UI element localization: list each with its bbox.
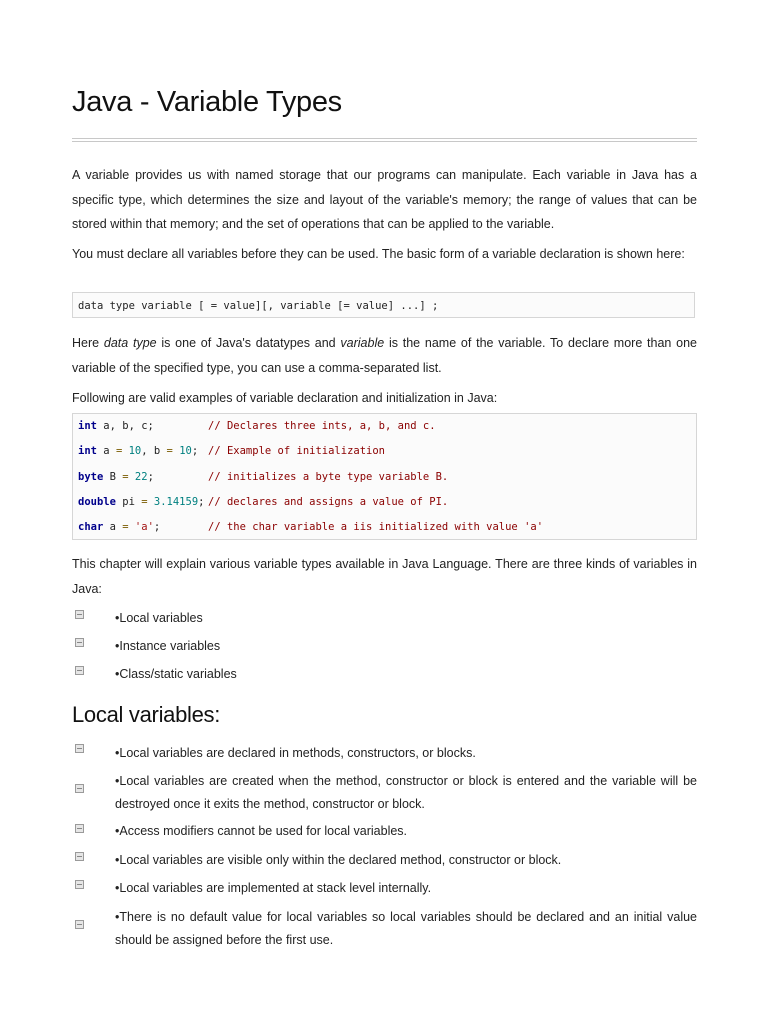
list-item: •Local variables are declared in methods, constructors, or blocks.	[115, 746, 476, 760]
list-item: •There is no default value for local variables so local variables should be declared and an initial value should be assigned before the first use.	[115, 910, 697, 947]
code-comment: // the char variable a iis initialized with value 'a'	[208, 521, 544, 533]
examples-intro: Following are valid examples of variable declaration and initialization in Java:	[72, 391, 498, 405]
bullet-icon	[75, 880, 84, 889]
list-item: •Local variables	[115, 611, 203, 625]
bullet-icon	[75, 920, 84, 929]
section-heading: Local variables:	[72, 702, 221, 727]
bullet-icon	[75, 610, 84, 619]
title-divider	[72, 138, 697, 142]
bullet-icon	[75, 638, 84, 647]
code-line: char a = 'a';	[78, 521, 161, 533]
bullet-icon	[75, 824, 84, 833]
datatype-paragraph: Here data type is one of Java's datatypes and variable is the name of the variable. To declare more than one variable of the specified type, you can use a comma-separated list.	[72, 336, 697, 375]
chapter-paragraph: This chapter will explain various variable types available in Java Language. There are three kinds of variables in Java:	[72, 557, 697, 596]
code-line: int a, b, c;	[78, 420, 154, 432]
list-item: •Local variables are visible only within the declared method, constructor or block.	[115, 853, 562, 867]
list-item: •Class/static variables	[115, 667, 237, 681]
code-line: int a = 10, b = 10;	[78, 445, 199, 457]
list-item: •Local variables are created when the method, constructor or block is entered and the variable will be destroyed once it exits the method, constructor or block.	[115, 774, 697, 811]
syntax-code-box: data type variable [ = value][, variable [= value] ...] ;	[72, 292, 695, 318]
code-line: double pi = 3.14159;	[78, 496, 205, 508]
datatype-term: data type	[103, 336, 157, 350]
code-comment: // Declares three ints, a, b, and c.	[208, 420, 436, 432]
code-comment: // initializes a byte type variable B.	[208, 471, 449, 483]
intro-paragraph: A variable provides us with named storage that our programs can manipulate. Each variable in Java has a specific type, which determines the size and layout of the variable's memory; the range of values that can be stored within that memory; and the set of operations that can be applied to the variable.	[72, 168, 697, 231]
code-comment: // Example of initialization	[208, 445, 386, 457]
list-item: •Instance variables	[115, 639, 221, 653]
example-code-block	[72, 413, 697, 540]
bullet-icon	[75, 666, 84, 675]
code-line: byte B = 22;	[78, 471, 154, 483]
bullet-icon	[75, 784, 84, 793]
list-item: •Access modifiers cannot be used for local variables.	[115, 824, 408, 838]
declare-paragraph: You must declare all variables before they can be used. The basic form of a variable declaration is shown here:	[72, 247, 685, 261]
bullet-icon	[75, 744, 84, 753]
list-item: •Local variables are implemented at stack level internally.	[115, 881, 432, 895]
variable-term: variable	[340, 336, 385, 350]
code-comment: // declares and assigns a value of PI.	[208, 496, 449, 508]
bullet-icon	[75, 852, 84, 861]
page-title: Java - Variable Types	[72, 86, 342, 118]
